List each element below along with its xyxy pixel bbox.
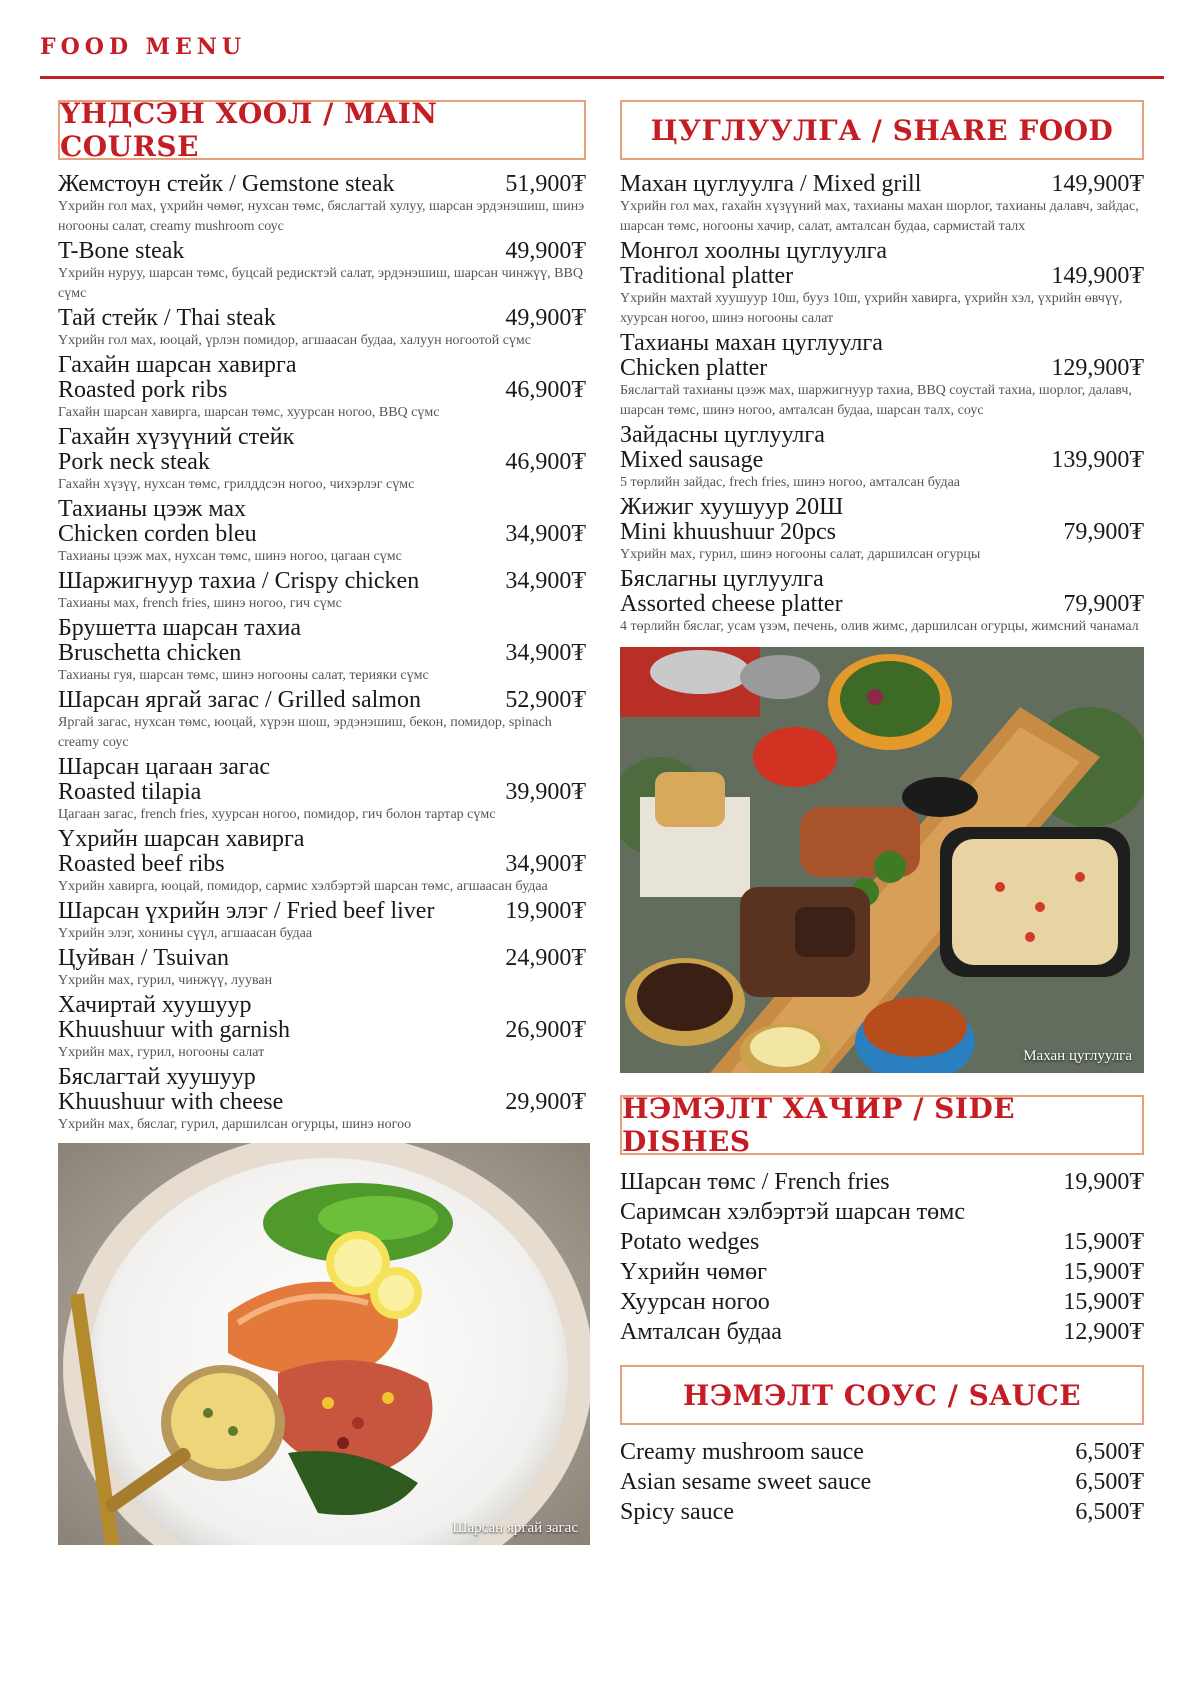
menu-item-description: Үхрийн мах, гурил, чинжүү, лууван	[58, 973, 273, 988]
menu-item-name: Зайдасны цуглуулга	[620, 422, 825, 448]
menu-item	[58, 425, 586, 495]
menu-item-name: Тахианы цээж мах	[58, 496, 246, 522]
sauce-item	[620, 1467, 1144, 1497]
menu-item-price: 79,900₮	[1063, 591, 1144, 617]
menu-item	[58, 353, 586, 423]
menu-item-price: 19,900₮	[505, 898, 586, 924]
menu-item-description: Үхрийн гол мах, юоцай, үрлэн помидор, агшаасан будаа, халуун ногоотой сүмс	[58, 333, 531, 348]
sauce-item	[620, 1497, 1144, 1527]
menu-item-name: Хачиртай хуушуур	[58, 992, 252, 1018]
menu-item-names	[58, 497, 257, 547]
menu-item-description: Тахианы мах, french fries, шинэ ногоо, гич сүмс	[58, 596, 342, 611]
menu-item	[58, 755, 586, 825]
item-name: Хуурсан ногоо	[620, 1289, 770, 1315]
menu-item-row	[58, 899, 586, 924]
share-food-list	[620, 172, 1144, 637]
item-price: 6,500₮	[1075, 1439, 1144, 1465]
menu-item-row	[620, 495, 1144, 545]
menu-item-row	[620, 239, 1144, 289]
menu-item-name: Бяслагтай хуушуур	[58, 1064, 256, 1090]
menu-item-price: 39,900₮	[505, 779, 586, 805]
side-dish-item	[620, 1167, 1144, 1197]
side-dishes-title: НЭМЭЛТ ХАЧИР / SIDE DISHES	[622, 1092, 1016, 1158]
side-dish-item	[620, 1317, 1144, 1347]
menu-item-name: Тахианы махан цуглуулга	[620, 330, 883, 356]
menu-item-description: Үхрийн нуруу, шарсан төмс, буцсай редисктэй салат, эрдэнэшиш, шарсан чинжүү, BBQ сүмс	[58, 266, 583, 301]
side-dish-item	[620, 1287, 1144, 1317]
menu-item-price: 26,900₮	[505, 1017, 586, 1043]
menu-item-name: Бяслагны цуглуулга	[620, 566, 824, 592]
menu-item-names	[620, 423, 825, 473]
menu-item-name: Гахайн хүзүүний стейк	[58, 424, 295, 450]
menu-item-names	[58, 993, 290, 1043]
salmon-photo	[58, 1143, 590, 1545]
menu-item	[58, 688, 586, 753]
menu-item-names	[58, 569, 419, 594]
side-dish-item	[620, 1197, 1144, 1227]
menu-item	[58, 899, 586, 944]
menu-item-name: T-Bone steak	[58, 238, 185, 264]
menu-item	[58, 993, 586, 1063]
mixed-grill-photo	[620, 647, 1144, 1073]
menu-item-name: Гахайн шарсан хавирга	[58, 352, 297, 378]
side-dish-item	[620, 1257, 1144, 1287]
item-name: Creamy mushroom sauce	[620, 1439, 864, 1465]
menu-item-price: 49,900₮	[505, 238, 586, 264]
sauce-title: НЭМЭЛТ СОУС / SAUCE	[682, 1378, 1082, 1412]
menu-item-price: 139,900₮	[1051, 447, 1144, 473]
menu-item	[620, 239, 1144, 329]
menu-item-names	[58, 688, 421, 713]
header-divider	[40, 76, 1164, 79]
menu-item-row	[58, 239, 586, 264]
menu-item-name: Жемстоун стейк / Gemstone steak	[58, 171, 395, 197]
item-name: Саримсан хэлбэртэй шарсан төмс	[620, 1199, 965, 1225]
menu-item-names	[620, 567, 843, 617]
menu-item-description: 5 төрлийн зайдас, frech fries, шинэ ногоо, амталсан будаа	[620, 475, 961, 490]
menu-item-price: 51,900₮	[505, 171, 586, 197]
menu-item	[58, 946, 586, 991]
menu-item	[620, 423, 1144, 493]
item-price: 15,900₮	[1063, 1259, 1144, 1285]
menu-item	[58, 239, 586, 304]
menu-item-row	[58, 993, 586, 1043]
main-course-column	[58, 97, 586, 1545]
menu-item-row	[58, 616, 586, 666]
menu-item-names	[58, 306, 276, 331]
item-name: Potato wedges	[620, 1229, 760, 1255]
menu-item-row	[620, 331, 1144, 381]
item-price: 15,900₮	[1063, 1289, 1144, 1315]
menu-item-price: 46,900₮	[505, 449, 586, 475]
menu-item-row	[58, 497, 586, 547]
menu-item-price: 34,900₮	[505, 521, 586, 547]
menu-header-title: FOOD MENU	[40, 34, 247, 60]
item-price: 6,500₮	[1075, 1469, 1144, 1495]
menu-item-row	[58, 172, 586, 197]
menu-item-name-english: Mixed sausage	[620, 447, 764, 473]
sauce-heading-box	[620, 1365, 1144, 1425]
menu-item-price: 129,900₮	[1051, 355, 1144, 381]
menu-item-price: 46,900₮	[505, 377, 586, 403]
menu-item-description: Үхрийн махтай хуушуур 10ш, бууз 10ш, үхрийн хавирга, үхрийн хэл, үхрийн өвчүү, хуурсан ногоо, шинэ ногооны салат	[620, 291, 1123, 326]
menu-item	[58, 1065, 586, 1135]
menu-item-row	[58, 688, 586, 713]
menu-item-name: Шарсан яргай загас / Grilled salmon	[58, 687, 421, 713]
menu-item-names	[58, 353, 297, 403]
menu-item-names	[58, 425, 294, 475]
menu-item-price: 29,900₮	[505, 1089, 586, 1115]
menu-item-names	[58, 946, 229, 971]
menu-item	[620, 172, 1144, 237]
menu-item-description: Үхрийн мах, бяслаг, гурил, даршилсан огурцы, шинэ ногоо	[58, 1117, 412, 1132]
menu-item-price: 49,900₮	[505, 305, 586, 331]
share-food-column	[620, 100, 1144, 1527]
main-course-title: ҮНДСЭН ХООЛ / MAIN COURSE	[60, 97, 438, 163]
menu-item-row	[620, 567, 1144, 617]
menu-item	[58, 172, 586, 237]
menu-item-names	[58, 899, 434, 924]
menu-item-names	[58, 1065, 283, 1115]
main-course-heading-box	[58, 97, 586, 163]
menu-item-description: Бяслагтай тахианы цээж мах, шаржигнуур тахиа, BBQ соустай тахиа, шорлог, далавч, шарсан төмс, шинэ ногоо, амталсан будаа, шарсан талх, соус	[620, 383, 1132, 418]
menu-item-price: 149,900₮	[1051, 263, 1144, 289]
menu-item-name: Монгол хоолны цуглуулга	[620, 238, 888, 264]
menu-item-description: Тахианы гуя, шарсан төмс, шинэ ногооны салат, терияки сүмс	[58, 668, 429, 683]
menu-item-row	[620, 423, 1144, 473]
menu-item-name-english: Roasted beef ribs	[58, 851, 225, 877]
menu-item-price: 52,900₮	[505, 687, 586, 713]
item-name: Asian sesame sweet sauce	[620, 1469, 872, 1495]
item-price: 6,500₮	[1075, 1499, 1144, 1525]
menu-item-name-english: Khuushuur with garnish	[58, 1017, 290, 1043]
menu-item-name-english: Pork neck steak	[58, 449, 210, 475]
menu-item	[58, 569, 586, 614]
item-price: 15,900₮	[1063, 1229, 1144, 1255]
menu-item-names	[620, 239, 887, 289]
menu-item-price: 34,900₮	[505, 568, 586, 594]
menu-item-row	[58, 306, 586, 331]
menu-item-name: Шарсан үхрийн элэг / Fried beef liver	[58, 898, 435, 924]
menu-item-price: 149,900₮	[1051, 171, 1144, 197]
menu-item-names	[58, 172, 394, 197]
menu-item-name-english: Mini khuushuur 20pcs	[620, 519, 836, 545]
menu-item-row	[58, 755, 586, 805]
menu-item	[58, 497, 586, 567]
menu-item-description: Үхрийн мах, гурил, шинэ ногооны салат, даршилсан огурцы	[620, 547, 981, 562]
sauce-item	[620, 1437, 1144, 1467]
menu-item-description: Үхрийн гол мах, гахайн хүзүүний мах, тахианы махан шорлог, тахианы далавч, зайдас, шарсан төмс, ногооны хачир, салат, амталсан будаа, сармистай талх	[620, 199, 1139, 234]
menu-item-name-english: Chicken corden bleu	[58, 521, 257, 547]
menu-item-name: Брушетта шарсан тахиа	[58, 615, 302, 641]
menu-item-names	[620, 172, 921, 197]
item-name: Үхрийн чөмөг	[620, 1259, 767, 1285]
menu-item-row	[58, 1065, 586, 1115]
menu-item-name: Шаржигнуур тахиа / Crispy chicken	[58, 568, 420, 594]
sauce-list	[620, 1437, 1144, 1527]
menu-item-description: Үхрийн хавирга, юоцай, помидор, сармис хэлбэртэй шарсан төмс, агшаасан будаа	[58, 879, 548, 894]
menu-item-name-english: Assorted cheese platter	[620, 591, 843, 617]
menu-item	[58, 827, 586, 897]
menu-item-names	[620, 331, 883, 381]
menu-item-row	[58, 425, 586, 475]
menu-item-price: 79,900₮	[1063, 519, 1144, 545]
menu-item-row	[620, 172, 1144, 197]
side-dishes-heading-box	[620, 1092, 1144, 1158]
menu-item-row	[58, 569, 586, 594]
menu-item-names	[620, 495, 843, 545]
menu-item-description: Үхрийн элэг, хонины сүүл, агшаасан будаа	[58, 926, 313, 941]
menu-item-row	[58, 946, 586, 971]
menu-item-name-english: Chicken platter	[620, 355, 768, 381]
menu-item-names	[58, 827, 304, 877]
item-name: Шарсан төмс / French fries	[620, 1169, 890, 1195]
menu-item-name-english: Roasted pork ribs	[58, 377, 228, 403]
menu-item-price: 34,900₮	[505, 640, 586, 666]
menu-item-names	[58, 755, 270, 805]
side-dish-item	[620, 1227, 1144, 1257]
menu-item-name-english: Traditional platter	[620, 263, 794, 289]
menu-item-row	[58, 353, 586, 403]
menu-item-name-english: Khuushuur with cheese	[58, 1089, 284, 1115]
item-price: 12,900₮	[1063, 1319, 1144, 1345]
menu-item	[620, 331, 1144, 421]
menu-item-description: 4 төрлийн бяслаг, усам үзэм, печень, олив жимс, даршилсан огурцы, жимсний чанамал	[620, 619, 1139, 634]
menu-item-name: Үхрийн шарсан хавирга	[58, 826, 305, 852]
menu-item-row	[58, 827, 586, 877]
menu-item-price: 24,900₮	[505, 945, 586, 971]
menu-item-description: Тахианы цээж мах, нухсан төмс, шинэ ногоо, цагаан сүмс	[58, 549, 402, 564]
mixed-grill-photo-illustration	[620, 647, 1144, 1073]
item-name: Амталсан будаа	[620, 1319, 782, 1345]
main-course-list	[58, 172, 586, 1135]
menu-item-name-english: Roasted tilapia	[58, 779, 202, 805]
menu-item-description: Гахайн шарсан хавирга, шарсан төмс, хуурсан ногоо, BBQ сүмс	[58, 405, 440, 420]
menu-item-description: Үхрийн гол мах, үхрийн чөмөг, нухсан төмс, бяслагтай хулуу, шарсан эрдэнэшиш, шинэ ногооны салат, creamy mushroom соус	[58, 199, 585, 234]
menu-item-price: 34,900₮	[505, 851, 586, 877]
menu-item-names	[58, 239, 184, 264]
menu-item-name: Цуйван / Tsuivan	[58, 945, 229, 971]
menu-item-names	[58, 616, 301, 666]
menu-item	[58, 306, 586, 351]
salmon-photo-illustration	[58, 1143, 590, 1545]
menu-item	[620, 495, 1144, 565]
menu-item-name: Махан цуглуулга / Mixed grill	[620, 171, 922, 197]
menu-item-name: Жижиг хуушуур 20Ш	[620, 494, 844, 520]
menu-item-description: Цагаан загас, french fries, хуурсан ногоо, помидор, гич болон тартар сүмс	[58, 807, 496, 822]
menu-item-name-english: Bruschetta chicken	[58, 640, 242, 666]
menu-item-description: Үхрийн мах, гурил, ногооны салат	[58, 1045, 265, 1060]
salmon-photo-caption: Шарсан яргай загас	[452, 1520, 578, 1536]
item-name: Spicy sauce	[620, 1499, 734, 1525]
menu-item-description: Гахайн хүзүү, нухсан төмс, грилддсэн ногоо, чихэрлэг сүмс	[58, 477, 415, 492]
side-dishes-list	[620, 1167, 1144, 1347]
item-price: 19,900₮	[1063, 1169, 1144, 1195]
menu-item	[620, 567, 1144, 637]
share-food-title: ЦУГЛУУЛГА / SHARE FOOD	[650, 113, 1114, 147]
menu-item-description: Яргай загас, нухсан төмс, юоцай, хүрэн шош, эрдэнэшиш, бекон, помидор, spinach creamy соус	[58, 715, 552, 750]
menu-item-name: Шарсан цагаан загас	[58, 754, 271, 780]
menu-item	[58, 616, 586, 686]
menu-item-name: Тай стейк / Thai steak	[58, 305, 276, 331]
share-food-heading-box	[620, 100, 1144, 160]
mixed-grill-photo-caption: Махан цуглуулга	[1023, 1048, 1132, 1064]
